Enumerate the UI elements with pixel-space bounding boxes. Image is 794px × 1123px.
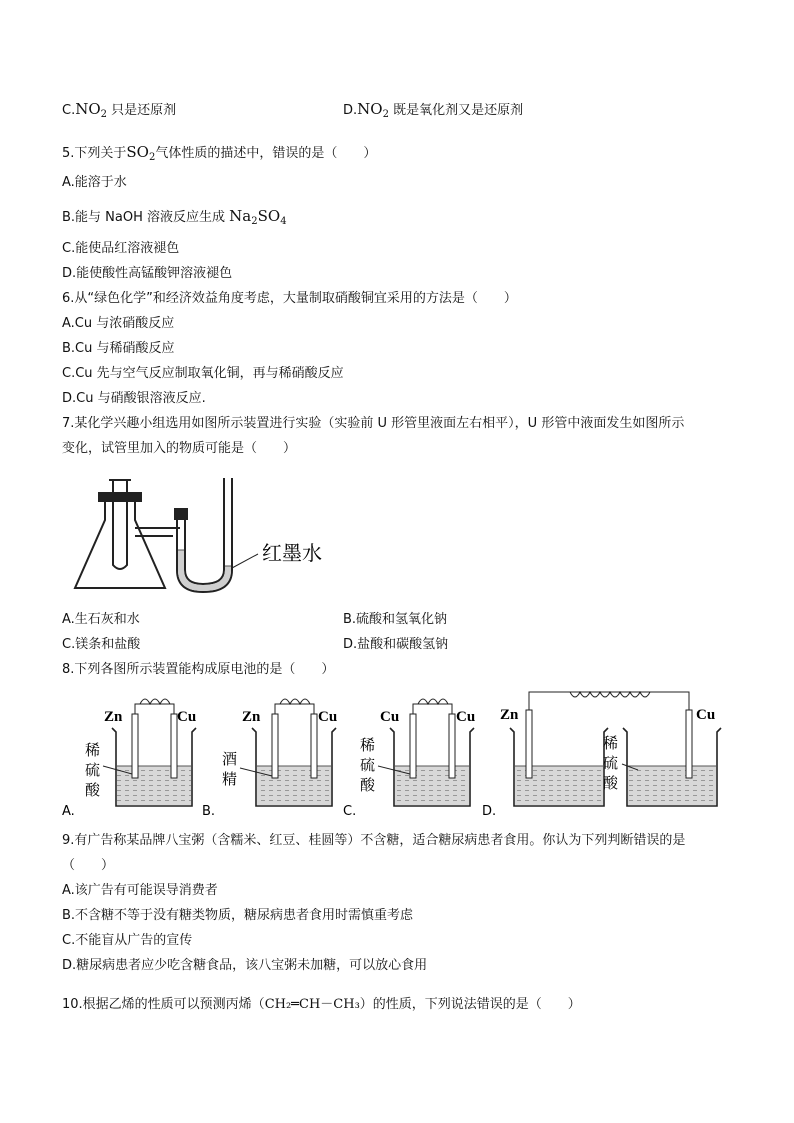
solution-right	[628, 766, 716, 805]
figure-letter: D.	[482, 804, 497, 819]
q5-option-b-text: B.能与 NaOH 溶液反应生成	[62, 210, 226, 225]
q5-option-c: C.能使品红溶液褪色	[62, 241, 180, 256]
q9-option-b: B.不含糖不等于没有糖类物质，糖尿病患者食用时需慎重考虑	[62, 908, 414, 923]
label-solution-3: 酸	[360, 776, 376, 794]
wire	[275, 704, 314, 714]
q7-option-c: C.镁条和盐酸	[62, 637, 141, 652]
solution	[117, 766, 191, 805]
q6-option-d: D.Cu 与硝酸银溶液反应.	[62, 391, 206, 406]
label-left-electrode: Zn	[500, 707, 519, 723]
q4-option-d-formula	[357, 100, 389, 118]
q4-option-c	[62, 100, 176, 124]
wire-coil	[570, 692, 650, 697]
formula-no: NO	[75, 100, 101, 118]
q4-option-d-prefix: D.	[343, 103, 358, 118]
q8-figures	[60, 688, 740, 820]
q5-stem-b: 气体性质的描述中，错误的是（ ）	[155, 146, 377, 161]
q9-option-d: D.糖尿病患者应少吃含糖食品，该八宝粥未加糖，可以放心食用	[62, 958, 428, 973]
red-ink-label: 红墨水	[262, 541, 322, 565]
label-solution-2: 硫	[603, 754, 619, 772]
figure-c	[343, 699, 475, 819]
q5-option-d: D.能使酸性高锰酸钾溶液褪色	[62, 266, 233, 281]
label-left-electrode: Cu	[380, 709, 400, 725]
formula-sub: 4	[280, 216, 287, 227]
wire	[413, 704, 452, 714]
q7-option-b: B.硫酸和氢氧化钠	[343, 612, 448, 627]
q5-formula	[126, 143, 155, 161]
label-solution-3: 酸	[85, 781, 101, 799]
formula-sub: 2	[251, 216, 258, 227]
q10-stem-b: ）的性质，下列说法错误的是（ ）	[359, 997, 581, 1012]
label-right-electrode: Cu	[456, 709, 476, 725]
u-tube-inner	[185, 478, 224, 584]
figure-letter: A.	[62, 804, 75, 819]
electrode-left	[272, 714, 278, 778]
q6-stem: 6.从“绿色化学”和经济效益角度考虑，大量制取硝酸铜宜采用的方法是（ ）	[62, 291, 517, 306]
formula-sub: 2	[148, 152, 156, 163]
q4-option-c-formula	[75, 100, 107, 118]
q5-stem-a: 5.下列关于	[62, 146, 127, 161]
electrode-left	[410, 714, 416, 778]
label-solution-2: 硫	[360, 756, 376, 774]
q8-stem: 8.下列各图所示装置能构成原电池的是（ ）	[62, 662, 335, 677]
electrode-right	[686, 710, 692, 778]
electrode-right	[449, 714, 455, 778]
label-solution-1: 酒	[222, 750, 238, 768]
q7-option-a: A.生石灰和水	[62, 612, 140, 627]
q6-option-a: A.Cu 与浓硝酸反应	[62, 316, 175, 331]
q7-stem-line2: 变化，试管里加入的物质可能是（ ）	[62, 441, 297, 456]
q9-option-a: A.该广告有可能误导消费者	[62, 883, 218, 898]
electrode-left	[132, 714, 138, 778]
q9-stem-line1: 9.有广告称某品牌八宝粥（含糯米、红豆、桂圆等）不含糖，适合糖尿病患者食用。你认为下列判断错误的是	[62, 833, 686, 848]
electrode-left	[526, 710, 532, 778]
wire	[135, 704, 174, 714]
wire-coil	[140, 699, 170, 704]
electrode-right	[311, 714, 317, 778]
wire-coil	[280, 699, 310, 704]
figure-letter: B.	[202, 804, 216, 819]
formula-na: Na	[229, 207, 252, 225]
label-solution-1: 稀	[603, 734, 619, 752]
q4-option-c-text: 只是还原剂	[107, 103, 177, 118]
q5-stem	[62, 143, 376, 167]
formula-sub: 2	[100, 109, 108, 120]
rubber-stopper	[98, 492, 142, 502]
label-left-electrode: Zn	[242, 709, 261, 725]
q9-stem-line2: （ ）	[62, 858, 115, 873]
label-solution-3: 酸	[603, 774, 619, 792]
q7-option-d: D.盐酸和碳酸氢钠	[343, 637, 449, 652]
label-solution-2: 精	[222, 770, 238, 788]
figure-d	[482, 692, 721, 819]
formula-so: SO	[126, 143, 149, 161]
label-solution-1: 稀	[85, 741, 101, 759]
q6-option-b: B.Cu 与稀硝酸反应	[62, 341, 175, 356]
q5-option-b	[62, 207, 287, 231]
u-tube-stopper	[174, 508, 188, 520]
q9-option-c: C.不能盲从广告的宣传	[62, 933, 193, 948]
label-left-electrode: Zn	[104, 709, 123, 725]
solution	[257, 766, 331, 805]
q4-option-d	[343, 100, 523, 124]
q4-option-c-prefix: C.	[62, 103, 76, 118]
label-right-electrode: Cu	[318, 709, 338, 725]
q5-option-a: A.能溶于水	[62, 175, 127, 190]
label-right-electrode: Cu	[177, 709, 197, 725]
q10-stem-a: 10.根据乙烯的性质可以预测丙烯（	[62, 997, 265, 1012]
q6-option-c: C.Cu 先与空气反应制取氧化铜，再与稀硝酸反应	[62, 366, 344, 381]
formula-so: SO	[257, 207, 281, 225]
figure-b	[202, 699, 337, 819]
formula-no: NO	[357, 100, 383, 118]
formula-sub: 2	[382, 109, 389, 120]
conical-flask	[75, 498, 165, 588]
propene-formula: CH₂═CH－CH₃	[264, 997, 360, 1012]
q5-option-b-formula	[229, 207, 286, 225]
figure-letter: C.	[343, 804, 357, 819]
label-solution-1: 稀	[360, 736, 376, 754]
figure-a	[62, 699, 196, 819]
q10-stem	[62, 996, 581, 1014]
label-right-electrode: Cu	[696, 707, 716, 723]
q4-option-d-text: 既是氧化剂又是还原剂	[388, 103, 524, 118]
label-solution-2: 硫	[85, 761, 101, 779]
wire-coil	[418, 699, 448, 704]
label-pointer	[232, 554, 258, 568]
solution	[395, 766, 469, 805]
q7-stem-line1: 7.某化学兴趣小组选用如图所示装置进行实验（实验前 U 形管里液面左右相平），U 形管中液面发生如图所示	[62, 416, 685, 431]
q7-apparatus-figure	[70, 470, 360, 600]
